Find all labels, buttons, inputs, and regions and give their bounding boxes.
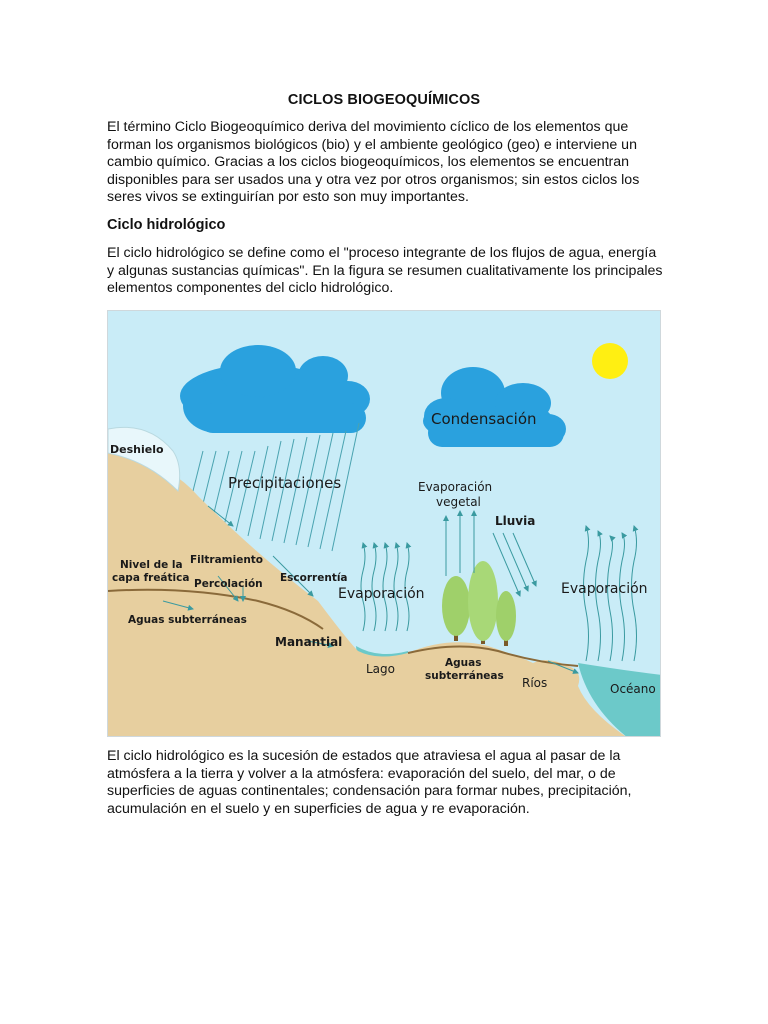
label-evaporacion-vegetal-2: vegetal bbox=[436, 495, 481, 509]
label-evaporacion-right: Evaporación bbox=[561, 581, 648, 597]
label-nivel-1: Nivel de la bbox=[120, 559, 183, 571]
label-evaporacion-center: Evaporación bbox=[338, 586, 425, 602]
label-manantial: Manantial bbox=[275, 635, 343, 649]
sun-icon bbox=[592, 343, 628, 379]
label-deshielo: Deshielo bbox=[110, 443, 164, 456]
label-percolacion: Percolación bbox=[194, 578, 263, 590]
label-precipitaciones: Precipitaciones bbox=[228, 474, 342, 492]
label-escorrentia: Escorrentía bbox=[280, 572, 348, 584]
label-rios: Ríos bbox=[522, 676, 548, 690]
label-lago: Lago bbox=[366, 662, 395, 676]
label-aguas-sub-center-2: subterráneas bbox=[425, 670, 504, 682]
label-lluvia: Lluvia bbox=[495, 514, 536, 528]
label-aguas-subterraneas-left: Aguas subterráneas bbox=[128, 614, 247, 626]
water-cycle-diagram bbox=[107, 310, 661, 737]
label-oceano: Océano bbox=[610, 682, 656, 696]
label-aguas-sub-center-1: Aguas bbox=[445, 657, 482, 669]
label-condensacion: Condensación bbox=[431, 410, 537, 428]
label-nivel-2: capa freática bbox=[112, 572, 190, 584]
label-filtramiento: Filtramiento bbox=[190, 554, 264, 566]
section-heading: Ciclo hidrológico bbox=[107, 217, 226, 233]
label-evaporacion-vegetal-1: Evaporación bbox=[418, 480, 493, 494]
closing-paragraph: El ciclo hidrológico es la sucesión de estados que atraviesa el agua al pasar de la atmósfera a la tierra y volver a la atmósfera: evaporación del suelo, del mar, o de superficies de aguas continentales; condensación para formar nubes, precipitación, acumulación en el suelo y en superficies de agua y re evaporación. bbox=[107, 748, 632, 817]
page-title: CICLOS BIOGEOQUÍMICOS bbox=[287, 92, 481, 108]
definition-paragraph: El ciclo hidrológico se define como el "proceso integrante de los flujos de agua, energía y algunas sustancias químicas". En la figura se resumen cualitativamente los principales elementos componentes del ciclo hidrológico. bbox=[107, 245, 663, 297]
intro-paragraph: El término Ciclo Biogeoquímico deriva del movimiento cíclico de los elementos que forman los organismos biológicos (bio) y el ambiente geológico (geo) e interviene un cambio químico. Gracias a los ciclos biogeoquímicos, los elementos se encuentran disponibles para ser usados una y otra vez por otros organismos; sin estos ciclos los seres vivos se extinguirían por esto son muy importantes. bbox=[107, 119, 640, 206]
